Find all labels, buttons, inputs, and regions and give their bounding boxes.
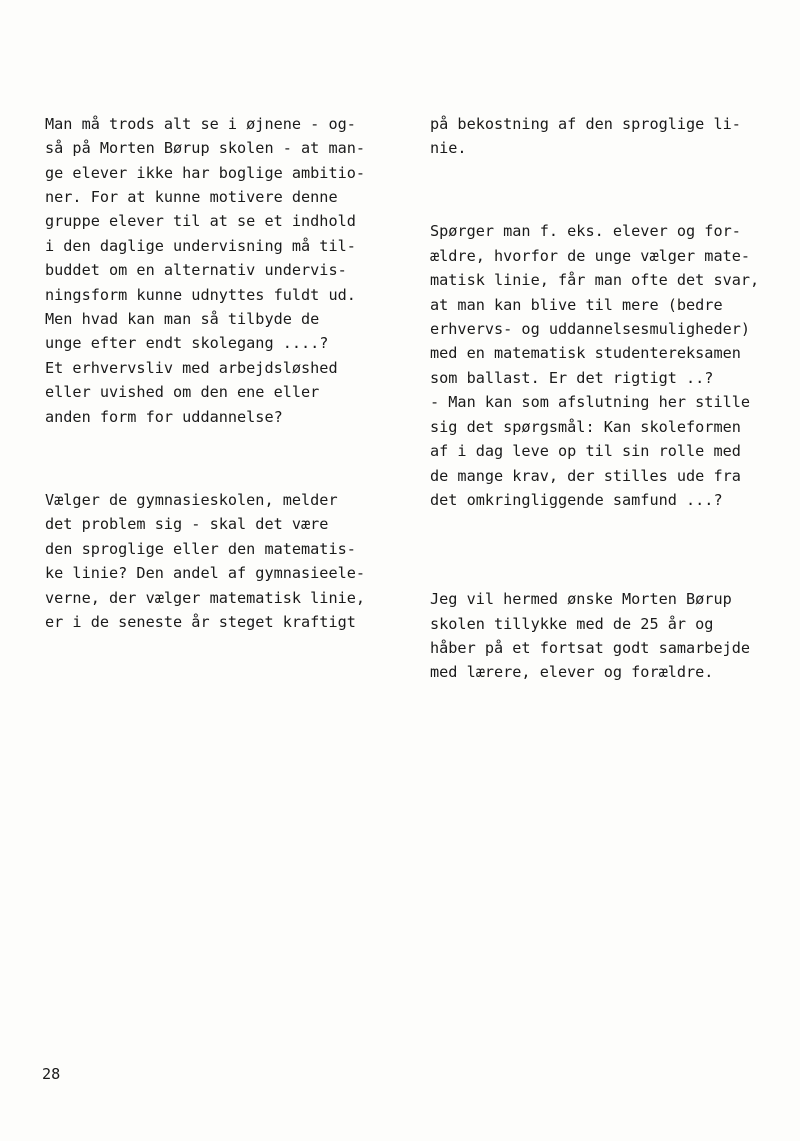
paragraph: Vælger de gymnasieskolen, melder det problem sig - skal det være den sproglige eller den matematis- ke linie? Den andel af gymnasieele- verne, der vælger matematisk linie, er i de seneste år steget kraftigt	[45, 490, 366, 631]
left-column	[45, 63, 405, 659]
right-column	[430, 63, 790, 709]
paragraph: Spørger man f. eks. elever og for- ældre, hvorfor de unge vælger mate- matisk linie, får man ofte det svar, at man kan blive til mere (bedre erhvervs- og uddannelsesmuligheder) med en matematisk studentereksamen som ballast. Er det rigtigt ..? - Man kan som afslutning her stille sig det spørgsmål: Kan skoleformen af i dag leve op til sin rolle med de mange krav, der stilles ude fra det omkringliggende samfund ...?	[430, 222, 760, 509]
paragraph: Jeg vil hermed ønske Morten Børup skolen tillykke med de 25 år og håber på et fortsat godt samarbejde med lærere, elever og forældre.	[430, 590, 751, 682]
paragraph: på bekostning af den sproglige li- nie.	[430, 114, 741, 158]
page-number: 28	[42, 1065, 61, 1083]
paragraph: Man må trods alt se i øjnene - og- så på Morten Børup skolen - at man- ge elever ikke har boglige ambitio- ner. For at kunne motivere denne gruppe elever til at se et indhold i den daglige undervisning må til- buddet om en alternativ undervis- ningsform kunne udnyttes fuldt ud. Men hvad kan man så tilbyde de unge efter endt skolegang ....? Et erhvervsliv med arbejdsløshed eller uvished om den ene eller anden form for uddannelse?	[45, 114, 366, 426]
